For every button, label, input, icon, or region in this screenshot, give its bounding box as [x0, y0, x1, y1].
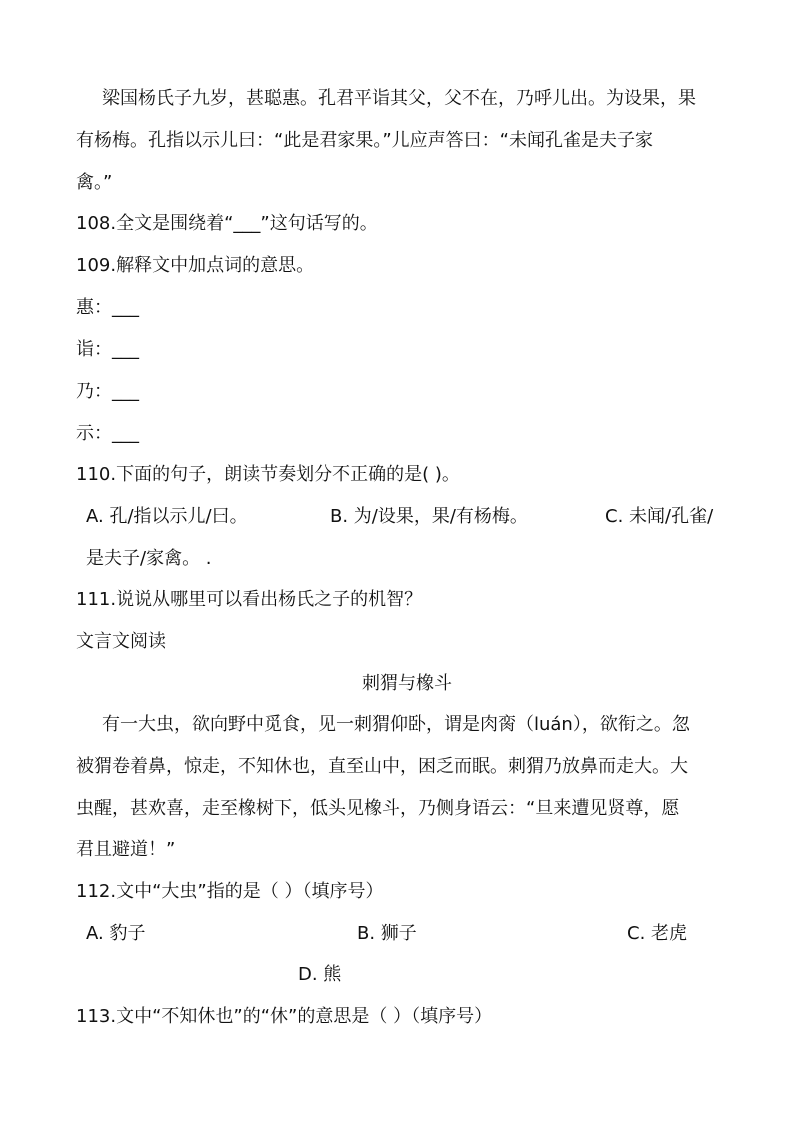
- passage2-line2: 被猬卷着鼻，惊走，不知休也，直至山中，困乏而眠。刺猬乃放鼻而走大。大: [76, 756, 688, 777]
- passage2-line3: 虫醒，甚欢喜，走至橡树下，低头见橡斗，乃侧身语云：“旦来遭见贤尊，愿: [76, 798, 680, 819]
- passage2-line4: 君且避道！”: [76, 839, 176, 860]
- question-112-option-b: B. 狮子: [357, 923, 417, 944]
- question-112-stem: 112.文中“大虫”指的是（ ）（填序号）: [76, 881, 384, 902]
- passage1-line3: 禽。”: [76, 172, 113, 193]
- section-label: 文言文阅读: [76, 631, 166, 652]
- question-108: 108.全文是围绕着“___”这句话写的。: [76, 213, 378, 234]
- passage2-title: 刺猬与橡斗: [362, 673, 452, 694]
- question-109-item: 诣：___: [76, 339, 139, 360]
- passage1-line2: 有杨梅。孔指以示儿曰：“此是君家果。”儿应声答曰：“未闻孔雀是夫子家: [76, 130, 653, 151]
- question-110-stem: 110.下面的句子，朗读节奏划分不正确的是( )。: [76, 464, 460, 485]
- question-111: 111.说说从哪里可以看出杨氏之子的机智？: [76, 589, 423, 610]
- question-109-item: 示：___: [76, 423, 139, 444]
- question-112-option-c: C. 老虎: [627, 923, 688, 944]
- question-110-option-c-cont: 是夫子/家禽。 .: [86, 548, 212, 569]
- passage2-line1: 有一大虫，欲向野中觅食，见一刺猬仰卧，谓是肉脔（luán），欲衔之。忽: [102, 714, 690, 735]
- question-110-option-a: A. 孔/指以示儿/曰。: [86, 506, 248, 527]
- question-112-option-d: D. 熊: [298, 964, 342, 985]
- passage1-line1: 梁国杨氏子九岁，甚聪惠。孔君平诣其父，父不在，乃呼儿出。为设果，果: [102, 88, 696, 109]
- question-109-item: 乃：___: [76, 381, 139, 402]
- question-113: 113.文中“不知休也”的“休”的意思是（ ）（填序号）: [76, 1006, 493, 1027]
- question-112-option-a: A. 豹子: [86, 923, 146, 944]
- question-109-stem: 109.解释文中加点词的意思。: [76, 255, 315, 276]
- question-109-item: 惠：___: [76, 297, 139, 318]
- question-110-option-b: B. 为/设果，果/有杨梅。: [330, 506, 528, 527]
- question-110-option-c: C. 未闻/孔雀/: [605, 506, 714, 527]
